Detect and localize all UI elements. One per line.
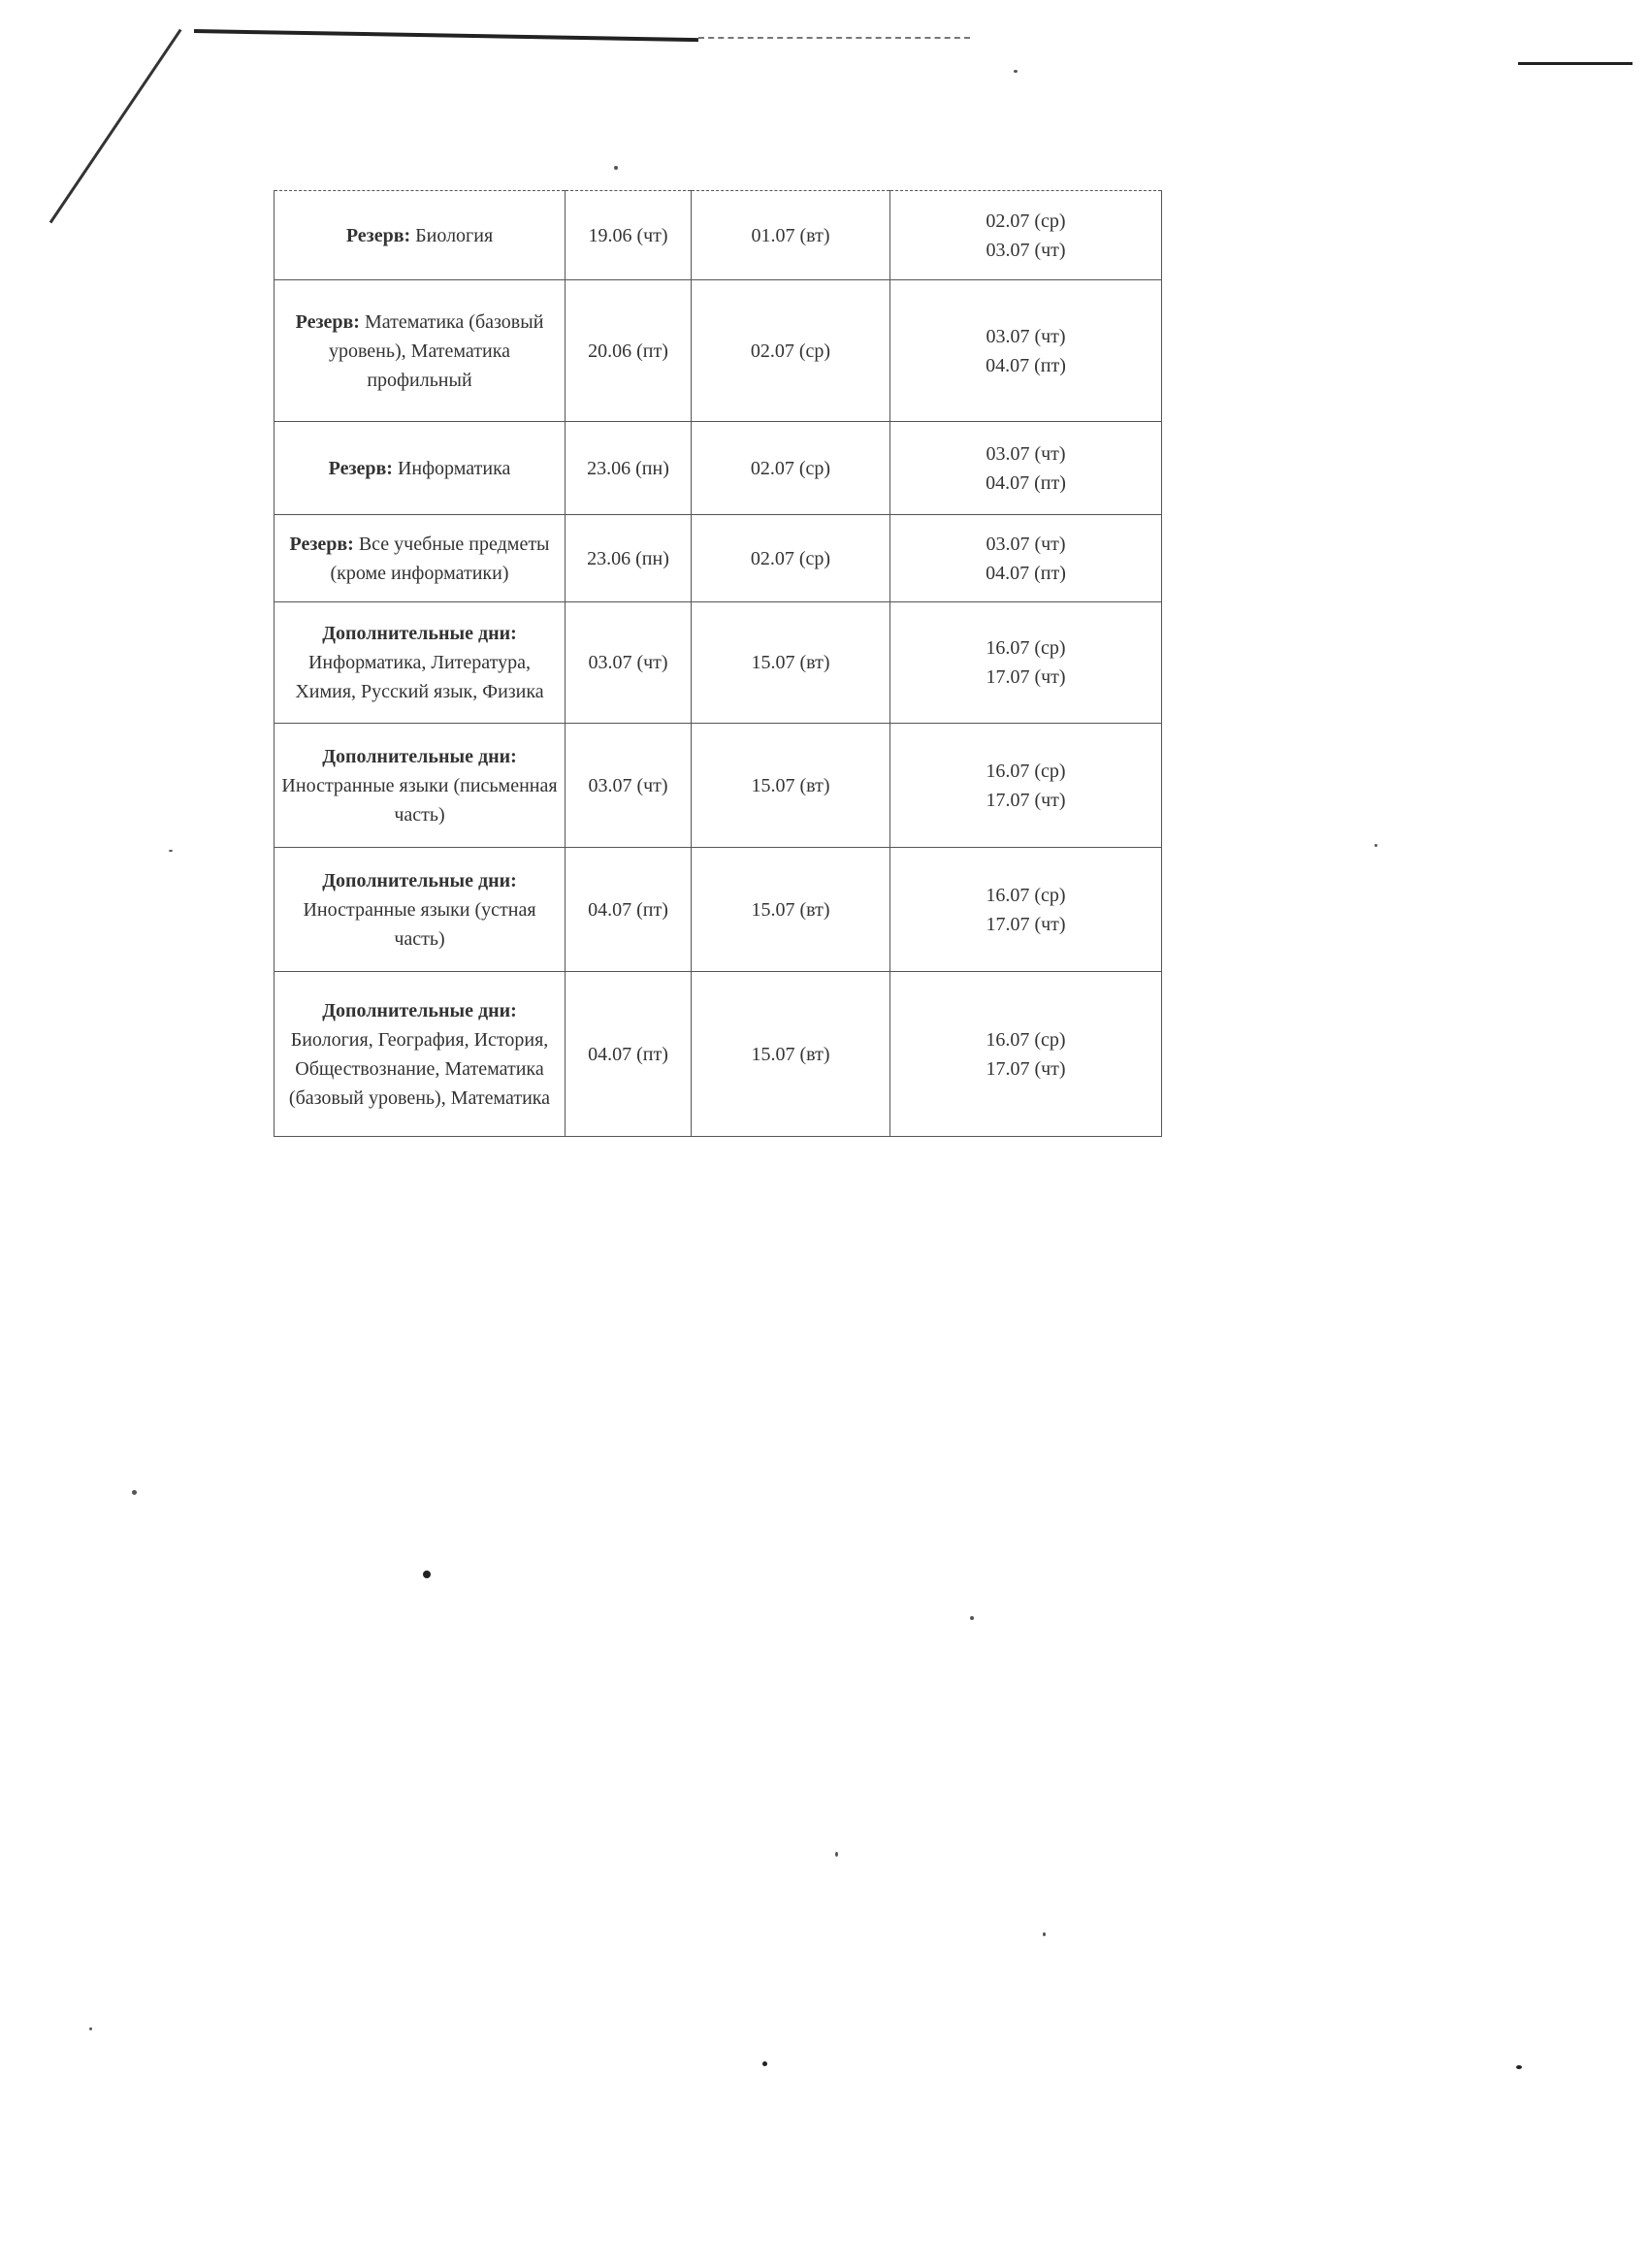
retake-date: 04.07 (пт) — [986, 354, 1066, 376]
subject-label: Резерв: — [295, 310, 360, 333]
scan-edge-top — [194, 29, 698, 42]
retake-date: 03.07 (чт) — [986, 533, 1066, 555]
retake-date: 04.07 (пт) — [986, 562, 1066, 584]
retake-dates-cell — [890, 422, 1162, 515]
scan-speck — [1014, 70, 1018, 73]
results-date-cell: 02.07 (ср) — [692, 280, 890, 422]
exam-date-cell: 19.06 (чт) — [566, 191, 692, 280]
subject-text: Информатика, Литература, Химия, Русский язык, Физика — [295, 652, 544, 702]
scan-speck — [970, 1616, 974, 1620]
subject-text: Биология — [415, 224, 494, 246]
scan-speck — [169, 850, 173, 852]
exam-date-cell: 04.07 (пт) — [566, 972, 692, 1137]
table-row — [275, 515, 1162, 602]
subject-text: Иностранные языки (письменная часть) — [281, 774, 558, 826]
retake-date: 17.07 (чт) — [986, 789, 1066, 811]
retake-date: 03.07 (чт) — [986, 442, 1066, 465]
table-row — [275, 191, 1162, 280]
subject-cell — [275, 515, 566, 602]
retake-date: 16.07 (ср) — [986, 1028, 1066, 1051]
retake-date: 02.07 (ср) — [986, 210, 1066, 232]
scan-speck — [132, 1490, 137, 1495]
retake-date: 16.07 (ср) — [986, 637, 1066, 659]
scan-speck — [1043, 1932, 1046, 1936]
exam-date-cell: 20.06 (пт) — [566, 280, 692, 422]
retake-dates-cell — [890, 602, 1162, 724]
retake-dates-cell — [890, 515, 1162, 602]
subject-label: Дополнительные дни: — [322, 999, 517, 1021]
retake-date: 16.07 (ср) — [986, 760, 1066, 782]
retake-dates-cell — [890, 848, 1162, 972]
scan-speck — [89, 2027, 92, 2030]
results-date-cell: 15.07 (вт) — [692, 602, 890, 724]
subject-text: Все учебные предметы (кроме информатики) — [330, 533, 550, 584]
subject-cell — [275, 848, 566, 972]
retake-dates-cell — [890, 972, 1162, 1137]
scan-speck — [1374, 844, 1377, 847]
retake-date: 03.07 (чт) — [986, 325, 1066, 347]
subject-cell — [275, 972, 566, 1137]
retake-date: 03.07 (чт) — [986, 239, 1066, 261]
retake-date: 16.07 (ср) — [986, 884, 1066, 906]
subject-text: Математика (базовый уровень), Математика профильный — [328, 310, 544, 391]
subject-cell — [275, 602, 566, 724]
exam-date-cell: 03.07 (чт) — [566, 602, 692, 724]
subject-text: Биология, География, История, Обществознание, Математика (базовый уровень), Математика — [288, 1028, 551, 1109]
table-row — [275, 602, 1162, 724]
scan-speck — [423, 1571, 431, 1578]
exam-schedule-table — [274, 190, 1162, 1137]
subject-cell — [275, 191, 566, 280]
subject-label: Дополнительные дни: — [322, 745, 517, 767]
retake-dates-cell — [890, 280, 1162, 422]
retake-date: 04.07 (пт) — [986, 471, 1066, 494]
retake-date: 17.07 (чт) — [986, 1057, 1066, 1080]
results-date-cell: 01.07 (вт) — [692, 191, 890, 280]
subject-label: Дополнительные дни: — [322, 869, 517, 891]
retake-dates-cell — [890, 724, 1162, 848]
table-row — [275, 422, 1162, 515]
scan-edge-top-tail — [698, 37, 970, 39]
scan-edge-right — [1518, 62, 1633, 65]
retake-date: 17.07 (чт) — [986, 913, 1066, 935]
subject-label: Дополнительные дни: — [322, 623, 517, 644]
subject-cell — [275, 724, 566, 848]
subject-text: Иностранные языки (устная часть) — [303, 898, 536, 950]
scan-speck — [1516, 2065, 1522, 2069]
results-date-cell: 15.07 (вт) — [692, 724, 890, 848]
scan-speck — [762, 2061, 767, 2066]
subject-cell — [275, 280, 566, 422]
subject-label: Резерв: — [345, 224, 411, 246]
results-date-cell: 15.07 (вт) — [692, 972, 890, 1137]
results-date-cell: 02.07 (ср) — [692, 422, 890, 515]
subject-label: Резерв: — [328, 457, 393, 479]
subject-label: Резерв: — [289, 533, 354, 555]
retake-date: 17.07 (чт) — [986, 666, 1066, 688]
scan-edge-diagonal — [49, 29, 182, 224]
exam-date-cell: 23.06 (пн) — [566, 422, 692, 515]
exam-date-cell: 03.07 (чт) — [566, 724, 692, 848]
scan-speck — [614, 166, 618, 170]
exam-date-cell: 04.07 (пт) — [566, 848, 692, 972]
exam-date-cell: 23.06 (пн) — [566, 515, 692, 602]
results-date-cell: 02.07 (ср) — [692, 515, 890, 602]
retake-dates-cell — [890, 191, 1162, 280]
table-row — [275, 972, 1162, 1137]
results-date-cell: 15.07 (вт) — [692, 848, 890, 972]
table-row — [275, 280, 1162, 422]
subject-text: Информатика — [397, 457, 511, 479]
table-row — [275, 848, 1162, 972]
subject-cell — [275, 422, 566, 515]
scan-speck — [835, 1852, 838, 1857]
table-row — [275, 724, 1162, 848]
